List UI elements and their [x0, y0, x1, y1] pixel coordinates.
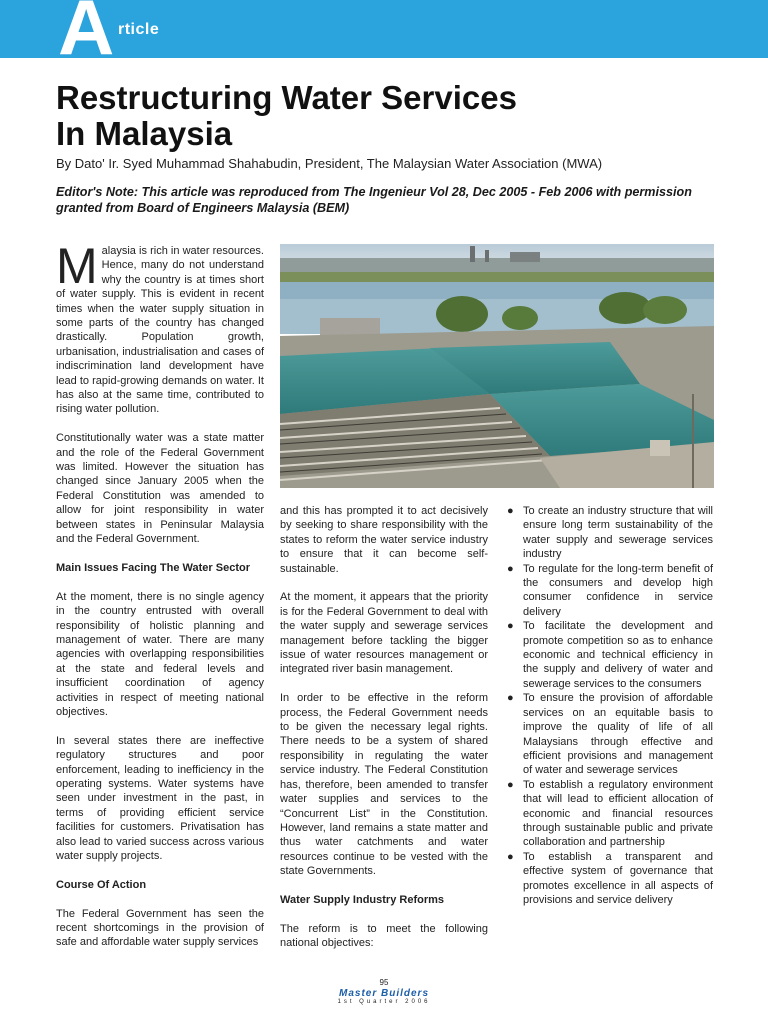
title-line-1: Restructuring Water Services — [56, 79, 517, 116]
bullet-icon: ● — [507, 692, 514, 705]
column-1 — [56, 238, 264, 964]
paragraph: At the moment, there is no single agency in the country entrusted with overall responsibility of holistic planning and management of water. There are many agencies with overlapping responsibilities at the state and federal levels and insufficient coordination of agency activities in respect of meeting national objectives. — [56, 590, 264, 718]
bullet-icon: ● — [507, 620, 514, 633]
paragraph: The reform is to meet the following national objectives: — [280, 922, 488, 950]
issue-label: 1st Quarter 2006 — [337, 999, 431, 1005]
paragraph: and this has prompted it to act decisively by seeking to share responsibility with the states to reform the water service industry to ensure that it can become self-sustainable. — [280, 505, 488, 575]
paragraph: In order to be effective in the reform process, the Federal Government needs to be given the necessary legal rights. There needs to be a system of shared responsibility in regulating the water service industry. The Federal Constitution has, therefore, been amended to transfer water supplies and services to the “Concurrent List” in the Constitution. However, land remains a state matter and thus water catchments and water resources continue to be vested with the state Governments. — [280, 692, 488, 878]
byline: By Dato' Ir. Syed Muhammad Shahabudin, President, The Malaysian Water Association (MWA) — [56, 156, 603, 171]
water-treatment-plant-photo — [280, 244, 714, 488]
section-heading: Water Supply Industry Reforms — [280, 893, 445, 906]
editor-note: Editor's Note: This article was reproduced from The Ingenieur Vol 28, Dec 2005 - Feb 2006 with permission granted from Board of Engineers Malaysia (BEM) — [56, 185, 692, 215]
paragraph: At the moment, it appears that the priority is for the Federal Government to deal with the water supply and sewerage services management before tackling the bigger issue of water resources management or integrated river basin management. — [280, 591, 488, 676]
list-item: ● To facilitate the development and promote competition so as to enhance economic and technical efficiency in the supply and delivery of water and sewerage services to the consumers — [507, 620, 713, 690]
bullet-icon: ● — [507, 505, 514, 517]
title-line-2: In Malaysia — [56, 115, 233, 152]
paragraph: In several states there are ineffective regulatory structures and poor enforcement, leading to inefficiency in the operating systems. Water systems have seen under investment in the past, in terms of providing efficient service facilities for customers. Privatisation has also lead to varied success across various water supply projects. — [56, 734, 264, 862]
list-item: ● To establish a transparent and effective system of governance that promotes excellence in all aspects of provisions and service delivery — [507, 850, 713, 906]
paragraph: Malaysia is rich in water resources. Hence, many do not understand why the country is at times short of water supply. This is evident in recent times when the water supply situation in some parts of the country has changed drastically. Population growth, urbanisation, industrialisation and cases of indiscrimination land development have lead to rapid-growing demands on water. It has also at the same time, contributed to rising water pollution. — [56, 238, 264, 416]
magazine-logo: Master Builders — [338, 988, 430, 999]
paragraph: The Federal Government has seen the recent shortcomings in the provision of safe and affordable water supply services — [56, 907, 264, 949]
paragraph: Constitutionally water was a state matter and the role of the Federal Government was limited. However the situation has changed since January 2005 when the Federal Constitution was amended to allow for joint responsibility in water between states in Peninsular Malaysia and the Federal Government. — [56, 432, 264, 546]
list-item: ● To create an industry structure that will ensure long term sustainability of the water supply and sewerage services industry — [507, 505, 713, 561]
page-footer — [0, 978, 768, 1005]
bullet-icon: ● — [507, 562, 514, 575]
bullet-icon: ● — [507, 850, 514, 863]
page-number: 95 — [379, 978, 389, 987]
section-label: rticle — [118, 21, 160, 38]
article-title — [56, 80, 716, 152]
drop-cap: M — [56, 238, 98, 294]
objectives-list — [505, 504, 713, 907]
list-item: ● To establish a regulatory environment that will lead to efficient allocation of economic and financial resources through sustainable public and private collaboration and partnership — [507, 778, 713, 849]
column-2 — [280, 504, 488, 965]
list-item: ● To ensure the provision of affordable services on an equitable basis to improve the quality of life of all Malaysians through effective and efficient provisions and management of water and sewerage services — [507, 692, 713, 777]
column-3 — [505, 504, 713, 907]
section-heading: Course Of Action — [56, 878, 147, 891]
article-header-bar — [0, 0, 768, 71]
section-heading: Main Issues Facing The Water Sector — [56, 561, 250, 574]
list-item: ● To regulate for the long-term benefit of the consumers and develop high consumer confidence in service delivery — [507, 562, 713, 618]
bullet-icon: ● — [507, 778, 514, 791]
section-letter: A — [58, 0, 115, 71]
